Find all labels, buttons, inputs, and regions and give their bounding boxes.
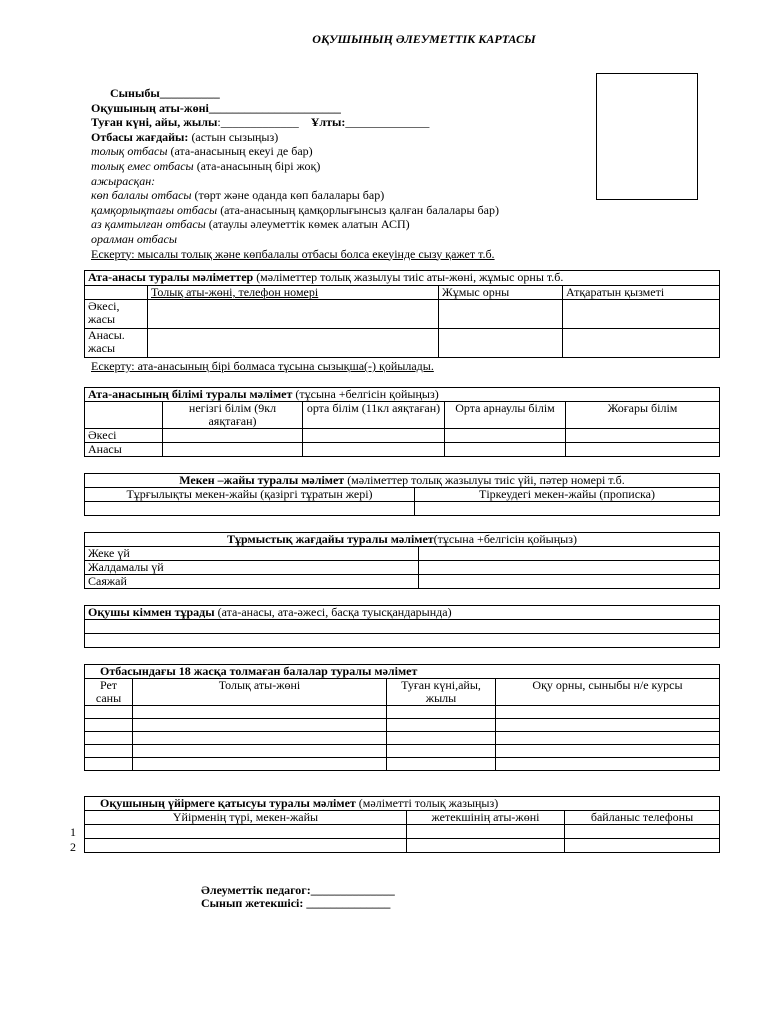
address-header-registered: Тіркеудегі мекен-жайы (прописка) xyxy=(415,488,720,502)
clubs-header-type: Үйірменің түрі, мекен-жайы xyxy=(85,811,407,825)
parents-table xyxy=(84,270,720,358)
birth-label: Туған күні, айы, жылы xyxy=(91,115,218,130)
children-header-school: Оқу орны, сыныбы н/е курсы xyxy=(496,679,720,706)
education-row-father: Әкесі xyxy=(85,429,163,443)
table-cell[interactable] xyxy=(419,561,720,575)
children-header-number: Рет саны xyxy=(85,679,133,706)
family-option-large[interactable]: көп балалы отбасы (төрт және оданда көп балалары бар) xyxy=(91,188,385,203)
education-row-mother: Анасы xyxy=(85,443,163,457)
family-option-guardianship[interactable]: қамқорлықтағы отбасы (ата-анасының қамқорлығынсыз қалған балалары бар) xyxy=(91,202,499,217)
parents-header-name: Толық аты-жөні, телефон номері xyxy=(148,286,439,300)
housing-row-rented: Жалдамалы үй xyxy=(85,561,419,575)
table-cell[interactable] xyxy=(439,300,563,329)
table-cell[interactable] xyxy=(419,547,720,561)
family-option-oralman[interactable]: оралман отбасы xyxy=(91,231,177,246)
children-header-name: Толық аты-жөні xyxy=(133,679,387,706)
housing-row-private: Жеке үй xyxy=(85,547,419,561)
family-note: Ескерту: мысалы толық және көпбалалы отбасы болса екеуінде сызу қажет т.б. xyxy=(91,246,495,261)
family-option-incomplete[interactable]: толық емес отбасы (ата-анасының бірі жоқ) xyxy=(91,158,321,173)
address-table-title: Мекен –жайы туралы мәлімет (мәліметтер толық жазылуы тиіс үйі, пәтер номері т.б. xyxy=(85,474,720,488)
clubs-table-title: Оқушының үйірмеге қатысуы туралы мәлімет (мәліметті толық жазыңыз) xyxy=(85,797,720,811)
parents-table-title: Ата-анасы туралы мәліметтер (мәліметтер толық жазылуы тиіс аты-жөні, жұмыс орны т.б. xyxy=(85,271,720,286)
class-teacher-signature[interactable]: Сынып жетекшісі: ______________ xyxy=(201,896,391,910)
education-header-higher: Жоғары білім xyxy=(566,402,720,429)
family-option-full[interactable]: толық отбасы (ата-анасының екеуі де бар) xyxy=(91,144,313,159)
table-cell[interactable] xyxy=(566,443,720,457)
table-cell[interactable] xyxy=(85,634,720,648)
table-cell[interactable] xyxy=(566,429,720,443)
table-cell[interactable] xyxy=(415,502,720,516)
name-field[interactable]: Оқушының аты-жөні______________________ xyxy=(91,100,341,115)
parents-note: Ескерту: ата-анасының бірі болмаса тұсына сызықша(-) қойылады. xyxy=(91,359,434,373)
address-table xyxy=(84,473,720,516)
table-row xyxy=(85,825,720,839)
children-header-birth: Туған күні,айы, жылы xyxy=(387,679,496,706)
student-info xyxy=(91,86,571,261)
housing-table xyxy=(84,532,720,589)
table-cell[interactable] xyxy=(303,429,445,443)
parents-header-position: Атқаратын қызметі xyxy=(563,286,720,300)
family-status-heading xyxy=(91,130,571,145)
education-header-special: Орта арнаулы білім xyxy=(445,402,566,429)
children-table xyxy=(84,664,720,771)
clubs-header-phone: байланыс телефоны xyxy=(565,811,720,825)
address-header-actual: Тұрғылықты мекен-жайы (қазіргі тұратын жері) xyxy=(85,488,415,502)
social-pedagog-signature[interactable]: Әлеуметтік педагог:______________ xyxy=(201,883,395,897)
class-field[interactable]: Сыныбы__________ xyxy=(110,86,220,100)
table-cell[interactable] xyxy=(445,429,566,443)
table-row xyxy=(85,839,720,853)
nation-blank[interactable]: ______________ xyxy=(345,115,430,130)
table-cell[interactable] xyxy=(85,620,720,634)
table-cell[interactable] xyxy=(445,443,566,457)
education-table xyxy=(84,387,720,457)
table-cell[interactable] xyxy=(148,329,439,358)
table-row xyxy=(85,732,720,745)
table-cell[interactable] xyxy=(85,502,415,516)
family-label: Отбасы жағдайы: xyxy=(91,129,189,144)
table-cell[interactable] xyxy=(563,300,720,329)
family-hint: (астын сызыңыз) xyxy=(188,129,279,144)
photo-placeholder[interactable] xyxy=(596,73,698,200)
table-row xyxy=(85,719,720,732)
lives-with-table xyxy=(84,605,720,648)
clubs-header-leader: жетекшінің аты-жөні xyxy=(407,811,565,825)
table-cell[interactable] xyxy=(419,575,720,589)
nation-label: Ұлты: xyxy=(310,115,346,130)
table-cell[interactable] xyxy=(303,443,445,457)
table-row xyxy=(85,745,720,758)
parents-row-father: Әкесі, жасы xyxy=(85,300,148,329)
clubs-row-number-2: 2 xyxy=(70,840,76,854)
table-row xyxy=(85,758,720,771)
children-table-title: Отбасындағы 18 жасқа толмаған балалар туралы мәлімет xyxy=(85,665,720,679)
education-table-title: Ата-анасының білімі туралы мәлімет (тұсына +белгісін қойыңыз) xyxy=(85,388,720,402)
table-cell[interactable] xyxy=(439,329,563,358)
table-cell[interactable] xyxy=(148,300,439,329)
birth-blank[interactable]: :_____________ xyxy=(217,115,299,130)
table-cell[interactable] xyxy=(163,429,303,443)
education-header-basic: негізгі білім (9кл аяқтаған) xyxy=(163,402,303,429)
education-header-secondary: орта білім (11кл аяқтаған) xyxy=(303,402,445,429)
lives-with-title: Оқушы кіммен тұрады (ата-анасы, ата-әжесі, басқа туысқандарында) xyxy=(85,606,720,620)
housing-row-dacha: Саяжай xyxy=(85,575,419,589)
housing-table-title: Тұрмыстық жағдайы туралы мәлімет(тұсына +белгісін қойыңыз) xyxy=(85,533,720,547)
clubs-table xyxy=(84,796,720,853)
birth-nation-field[interactable] xyxy=(91,115,571,130)
family-option-low-income[interactable]: аз қамтылған отбасы (атаулы әлеуметтік көмек алатын АСП) xyxy=(91,217,410,232)
parents-row-mother: Анасы. жасы xyxy=(85,329,148,358)
table-row xyxy=(85,706,720,719)
table-cell[interactable] xyxy=(563,329,720,358)
table-cell[interactable] xyxy=(163,443,303,457)
clubs-row-number-1: 1 xyxy=(70,825,76,839)
page-title: ОҚУШЫНЫҢ ӘЛЕУМЕТТІК КАРТАСЫ xyxy=(312,32,536,46)
family-option-divorced[interactable]: ажырасқан: xyxy=(91,173,156,188)
parents-header-work: Жұмыс орны xyxy=(439,286,563,300)
